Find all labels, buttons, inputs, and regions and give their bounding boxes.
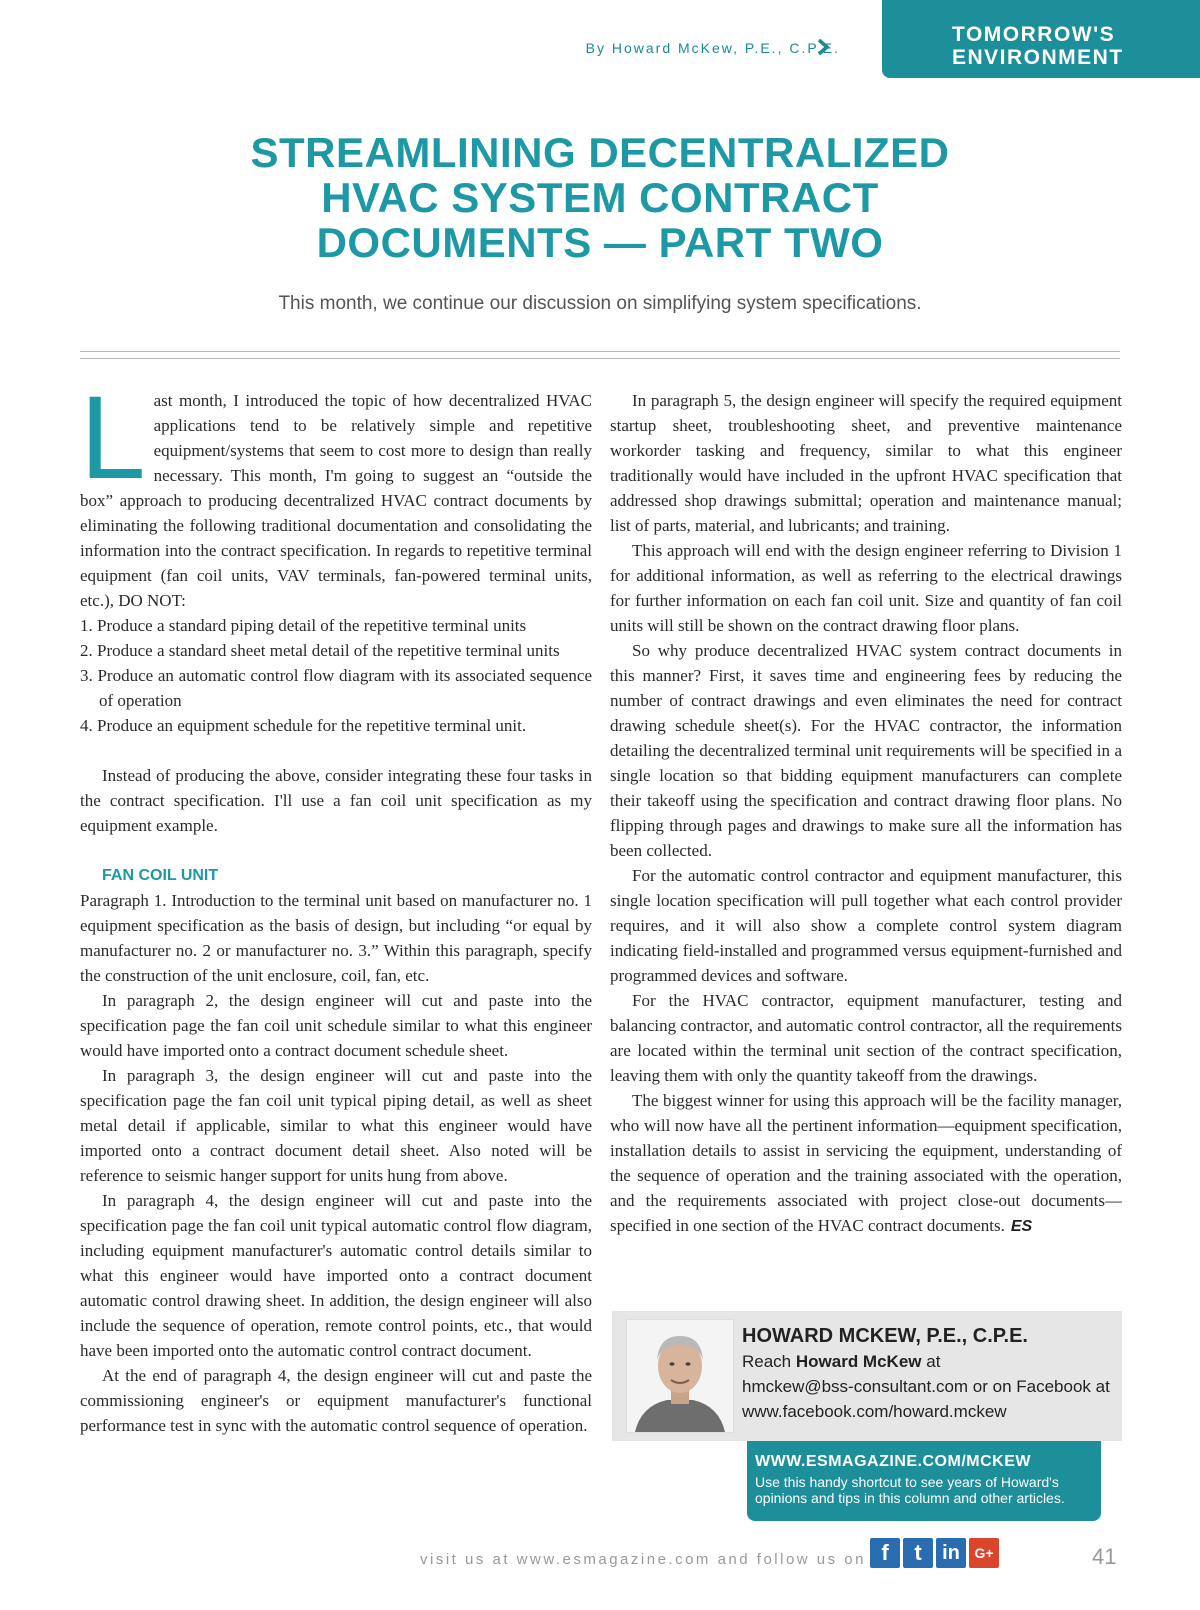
author-reach: Reach Howard McKew at <box>742 1352 941 1371</box>
byline: By Howard McKew, P.E., C.P.E. <box>585 40 840 56</box>
right-column <box>610 388 1122 1239</box>
list-item: 1. Produce a standard piping detail of the repetitive terminal units <box>80 616 527 635</box>
section-tab <box>882 0 1200 78</box>
author-bio <box>742 1323 1110 1424</box>
list-item: 4. Produce an equipment schedule for the repetitive terminal unit. <box>80 716 527 735</box>
body-paragraph: At the end of paragraph 4, the design engineer will cut and paste the commissioning engineer's or equipment manufacturer's functional performance test in sync with the automatic control sequence of operation. <box>80 1366 592 1435</box>
title-line-3: DOCUMENTS — PART TWO <box>316 219 884 266</box>
list-item: 3. Produce an automatic control flow diagram with its associated sequence of operation <box>80 666 592 710</box>
twitter-icon[interactable]: t <box>903 1538 933 1568</box>
article-title <box>180 130 1020 265</box>
drop-cap: L <box>80 372 146 504</box>
divider-rule <box>80 358 1120 359</box>
promo-url-link[interactable]: WWW.ESMAGAZINE.COM/MCKEW <box>755 1453 1031 1470</box>
body-paragraph: For the HVAC contractor, equipment manufacturer, testing and balancing contractor, and automatic control contractor, all the requirements are located within the terminal unit section of the contract specification, leaving them with only the quantity takeoff from the drawings. <box>610 991 1122 1085</box>
body-paragraph: So why produce decentralized HVAC system contract documents in this manner? First, it saves time and engineering fees by reducing the number of contract drawings and even eliminates the need for contract drawing schedule sheet(s). For the HVAC contractor, the information detailing the decentralized terminal unit requirements will be specified in a single location so that bidding equipment manufacturers can complete their takeoff using the specification and contract drawing floor plans. No flipping through pages and drawings to make sure all the information has been collected. <box>610 641 1122 860</box>
author-email: hmckew@bss-consultant.com or on Facebook at <box>742 1377 1110 1396</box>
google-plus-icon[interactable]: G+ <box>969 1538 999 1568</box>
body-paragraph: This approach will end with the design engineer referring to Division 1 for additional information, as well as referring to the electrical drawings for further information on each fan coil unit. Size and quantity of fan coil units will still be shown on the contract drawing floor plans. <box>610 541 1122 635</box>
body-paragraph: Paragraph 1. Introduction to the terminal unit based on manufacturer no. 1 equipment specification as the basis of design, but including “or equal by manufacturer no. 2 or manufacturer no. 3.” Within this paragraph, specify the construction of the unit enclosure, coil, fan, etc. <box>80 891 592 985</box>
title-line-2: HVAC SYSTEM CONTRACT <box>321 174 879 221</box>
intro-paragraph: Last month, I introduced the topic of how decentralized HVAC applications tend to be relatively simple and repetitive equipment/systems that seem to cost more to design than really necessary. This month, I'm going to suggest an “outside the box” approach to producing decentralized HVAC contract documents by eliminating the following traditional documentation and consolidating the information into the contract specification. In regards to repetitive terminal equipment (fan coil units, VAV terminals, fan-powered terminal units, etc.), DO NOT: <box>80 372 592 610</box>
footer-text: visit us at www.esmagazine.com and follow us on <box>420 1551 866 1568</box>
author-facebook-link[interactable]: www.facebook.com/howard.mckew <box>742 1402 1007 1421</box>
promo-text: Use this handy shortcut to see years of Howard's opinions and tips in this column and other articles. <box>755 1474 1065 1506</box>
linkedin-icon[interactable]: in <box>936 1538 966 1568</box>
body-paragraph: In paragraph 3, the design engineer will cut and paste into the specification page the fan coil unit typical piping detail, as well as sheet metal detail if applicable, similar to what this engineer would have imported onto a contract document detail sheet. Also noted will be reference to seismic hanger support for units hung from above. <box>80 1066 592 1185</box>
promo-box <box>747 1441 1101 1521</box>
es-end-mark: ES <box>1010 1218 1033 1235</box>
article-deck: This month, we continue our discussion on simplifying system specifications. <box>278 293 922 314</box>
author-photo <box>626 1319 734 1433</box>
divider-rule <box>80 351 1120 352</box>
page-number: 41 <box>1092 1544 1117 1569</box>
facebook-icon[interactable]: f <box>870 1538 900 1568</box>
chevron-right-icon <box>816 38 830 56</box>
section-label-line2: ENVIRONMENT <box>952 46 1124 69</box>
do-not-list <box>80 613 592 738</box>
body-paragraph: The biggest winner for using this approach will be the facility manager, who will now have all the pertinent information—equipment specification, installation details to assist in servicing the equipment, understanding of the sequence of operation and the training associated with the operation, and the requirements associated with project close-out documents—specified in one section of the HVAC contract documents. ES <box>610 1091 1122 1235</box>
body-paragraph: For the automatic control contractor and equipment manufacturer, this single location specification will pull together what each control provider requires, and it will also show a complete control system diagram indicating field-installed and programmed versus equipment-furnished and programmed devices and software. <box>610 866 1122 985</box>
title-line-1: STREAMLINING DECENTRALIZED <box>250 129 950 176</box>
author-name: HOWARD MCKEW, P.E., C.P.E. <box>742 1325 1028 1347</box>
body-paragraph: In paragraph 4, the design engineer will cut and paste into the specification page the fan coil unit typical automatic control flow diagram, including equipment manufacturer's automatic control details similar to what this engineer would have imported onto a contract document automatic control drawing sheet. In addition, the design engineer will also include the sequence of operation, remote control points, etc., that would have been imported onto the automatic control contract document. <box>80 1191 592 1360</box>
body-paragraph: Instead of producing the above, consider integrating these four tasks in the contract specification. I'll use a fan coil unit specification as my equipment example. <box>80 766 592 835</box>
section-label-line1: TOMORROW'S <box>952 23 1116 46</box>
author-portrait-icon <box>627 1320 733 1432</box>
body-paragraph: In paragraph 5, the design engineer will specify the required equipment startup sheet, troubleshooting sheet, and preventive maintenance workorder tasking and frequency, similar to what this engineer traditionally would have included in the upfront HVAC specification that addressed shop drawings submittal; operation and maintenance manual; list of parts, material, and lubricants; and training. <box>610 391 1122 535</box>
list-item: 2. Produce a standard sheet metal detail of the repetitive terminal units <box>80 641 560 660</box>
left-column <box>80 372 592 1438</box>
subhead-fan-coil-unit: FAN COIL UNIT <box>102 867 219 884</box>
body-paragraph: In paragraph 2, the design engineer will cut and paste into the specification page the fan coil unit schedule similar to what this engineer would have imported onto a contract document schedule sheet. <box>80 991 592 1060</box>
author-box <box>612 1311 1122 1441</box>
